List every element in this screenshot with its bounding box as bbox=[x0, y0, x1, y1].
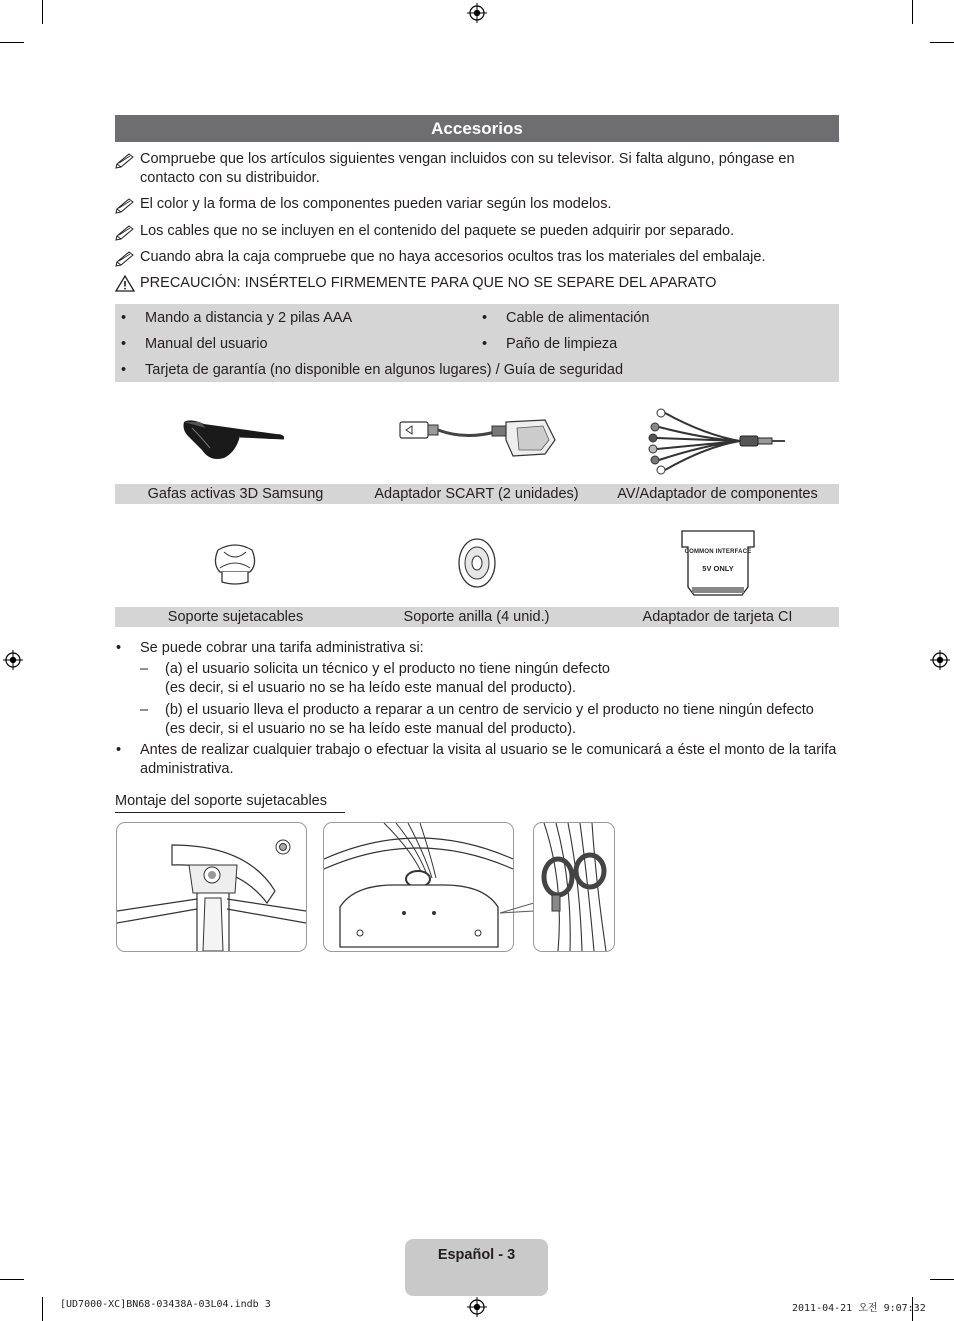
ci-card-adapter-icon bbox=[678, 527, 758, 599]
registration-mark-icon bbox=[930, 650, 950, 670]
cable-holder-icon bbox=[210, 538, 260, 588]
note-item bbox=[115, 150, 839, 188]
accessory-caption: AV/Adaptador de componentes bbox=[617, 486, 818, 502]
print-slug-left: [UD7000-XC]BN68-03438A-03L04.indb 3 bbox=[60, 1299, 271, 1310]
crop-mark bbox=[930, 1279, 954, 1280]
note-pencil-icon bbox=[115, 248, 137, 267]
mount-section-title: Montaje del soporte sujetacables bbox=[115, 792, 345, 813]
page-number-tab: Español - 3 bbox=[405, 1239, 548, 1296]
bullet: • bbox=[116, 742, 122, 758]
av-component-adapter-icon bbox=[645, 405, 790, 475]
mount-illustration-1 bbox=[116, 822, 307, 952]
caution-triangle-icon bbox=[115, 274, 137, 293]
cable-routing-illustration bbox=[324, 823, 513, 951]
fee-a-line: (a) el usuario solicita un técnico y el producto no tiene ningún defecto bbox=[165, 661, 610, 677]
mount-illustration-3 bbox=[533, 822, 615, 952]
scart-adapter-icon bbox=[395, 410, 560, 465]
note-pencil-icon bbox=[115, 150, 137, 169]
crop-mark bbox=[930, 42, 954, 43]
stand-back-illustration bbox=[117, 823, 306, 951]
bullet: • bbox=[116, 640, 122, 656]
registration-mark-icon bbox=[3, 650, 23, 670]
accessory-caption: Adaptador de tarjeta CI bbox=[642, 609, 793, 625]
3d-glasses-icon bbox=[180, 412, 290, 472]
fee-intro: Se puede cobrar una tarifa administrativa si: bbox=[140, 640, 424, 656]
note-item bbox=[115, 222, 839, 241]
fee-a-line: (es decir, si el usuario no se ha leído este manual del producto). bbox=[165, 680, 577, 696]
accessory-caption: Soporte sujetacables bbox=[167, 609, 304, 625]
note-text: Compruebe que los artículos siguientes vengan incluidos con su televisor. Si falta alguno, póngase en contacto con su distribuidor. bbox=[140, 151, 795, 186]
crop-mark bbox=[42, 1297, 43, 1321]
mount-illustration-2 bbox=[323, 822, 514, 952]
dash: – bbox=[140, 661, 149, 677]
crop-mark bbox=[912, 0, 913, 24]
dash: – bbox=[140, 702, 149, 718]
registration-mark-icon bbox=[467, 3, 487, 23]
fee-b-line: (b) el usuario lleva el producto a reparar a un centro de servicio y el producto no tiene ningún defecto bbox=[165, 702, 814, 718]
section-title: Accesorios bbox=[115, 115, 839, 142]
registration-mark-icon bbox=[467, 1297, 487, 1317]
accessory-caption-row bbox=[115, 607, 839, 627]
note-pencil-icon bbox=[115, 222, 137, 241]
caution-text: PRECAUCIÓN: INSÉRTELO FIRMEMENTE PARA QUE NO SE SEPARE DEL APARATO bbox=[140, 275, 717, 291]
note-item bbox=[115, 195, 839, 214]
ring-holder-icon bbox=[453, 536, 501, 590]
note-text: Cuando abra la caja compruebe que no haya accesorios ocultos tras los materiales del embalaje. bbox=[140, 249, 766, 265]
print-slug-right: 2011-04-21 오전 9:07:32 bbox=[792, 1303, 926, 1314]
accessory-caption-row bbox=[115, 484, 839, 504]
accessory-caption: Gafas activas 3D Samsung bbox=[147, 486, 324, 502]
crop-mark bbox=[42, 0, 43, 24]
note-item bbox=[115, 248, 839, 267]
caution-item bbox=[115, 274, 839, 293]
accessory-caption: Adaptador SCART (2 unidades) bbox=[374, 486, 579, 502]
accessory-caption: Soporte anilla (4 unid.) bbox=[403, 609, 550, 625]
fee-notice: Antes de realizar cualquier trabajo o efectuar la visita al usuario se le comunicará a éste el monto de la tarifa administrativa. bbox=[140, 742, 837, 777]
ci-card-label: 5V ONLY bbox=[702, 564, 734, 573]
note-pencil-icon bbox=[115, 195, 137, 214]
note-text: El color y la forma de los componentes pueden variar según los modelos. bbox=[140, 196, 612, 212]
ring-closeup-illustration bbox=[534, 823, 614, 951]
ci-card-label: COMMON INTERFACE bbox=[684, 549, 752, 555]
crop-mark bbox=[0, 42, 24, 43]
callout-lines bbox=[500, 895, 534, 915]
crop-mark bbox=[0, 1279, 24, 1280]
fee-b-line: (es decir, si el usuario no se ha leído este manual del producto). bbox=[165, 721, 577, 737]
note-text: Los cables que no se incluyen en el contenido del paquete se pueden adquirir por separado. bbox=[140, 223, 735, 239]
